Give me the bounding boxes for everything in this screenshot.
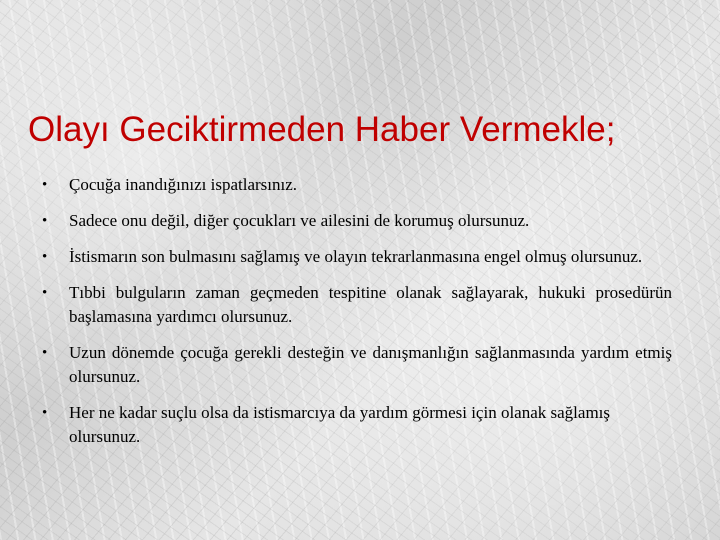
bullet-item: • Her ne kadar suçlu olsa da istismarcıya da yardım görmesi için olanak sağlamış olursunuz.	[42, 401, 672, 449]
slide-title: Olayı Geciktirmeden Haber Vermekle;	[28, 110, 616, 149]
bullet-item: • Uzun dönemde çocuğa gerekli desteğin ve danışmanlığın sağlanmasında yardım etmiş olursunuz.	[42, 341, 672, 389]
bullet-item: • Tıbbi bulguların zaman geçmeden tespitine olanak sağlayarak, hukuki prosedürün başlamasına yardımcı olursunuz.	[42, 281, 672, 329]
bullet-list	[42, 173, 672, 461]
bullet-item: • Çocuğa inandığınızı ispatlarsınız.	[42, 173, 672, 197]
bullet-item: • Sadece onu değil, diğer çocukları ve ailesini de korumuş olursunuz.	[42, 209, 672, 233]
bullet-item: • İstismarın son bulmasını sağlamış ve olayın tekrarlanmasına engel olmuş olursunuz.	[42, 245, 672, 269]
